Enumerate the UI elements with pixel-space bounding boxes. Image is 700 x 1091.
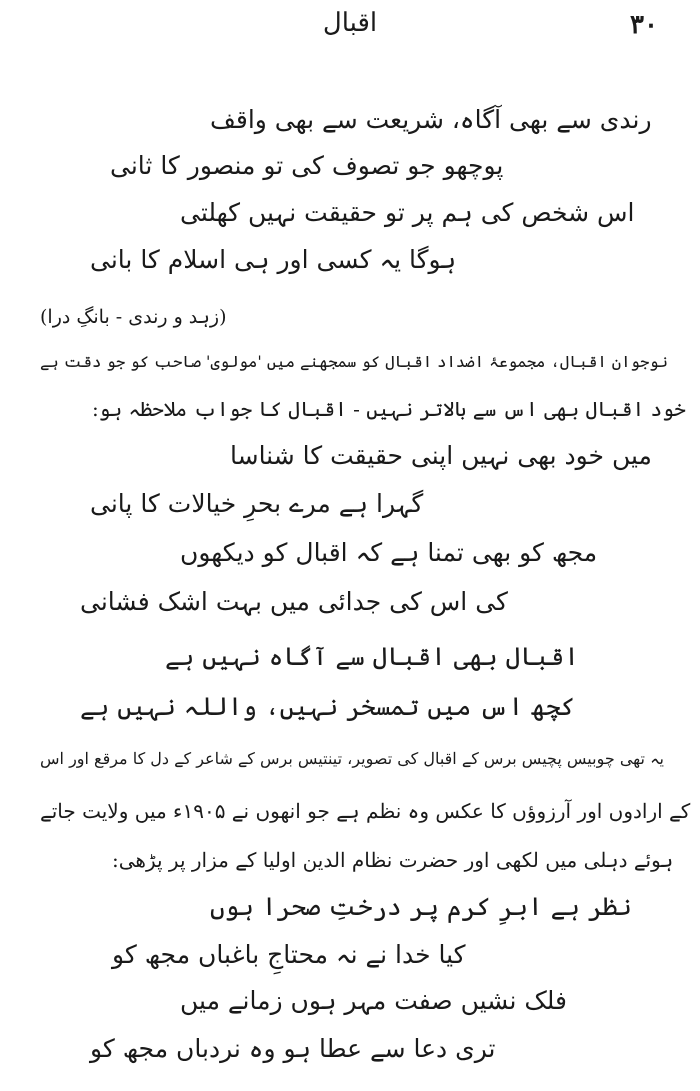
poem3-line-4: تری دعا سے عطا ہو وہ نردباں مجھ کو xyxy=(90,1034,496,1063)
page-number: ۳۰ xyxy=(630,10,658,40)
poem3-line-3: فلک نشیں صفت مہر ہوں زمانے میں xyxy=(180,986,567,1015)
prose1-line-1: نوجوان اقبال، مجموعۂ اضداد اقبال کو سمجھنے میں 'مولوی' صاحب کو جو دقت ہے xyxy=(40,352,669,371)
prose1-line-2: خود اقبال بھی اس سے بالاتر نہیں - اقبال کا جواب ملاحظہ ہو: xyxy=(92,397,686,421)
poem2-line-2: گہرا ہے مرے بحرِ خیالات کا پانی xyxy=(90,489,424,518)
poem2-line-6: کچھ اس میں تمسخر نہیں، واللہ نہیں ہے xyxy=(80,692,576,721)
running-header-title: اقبال xyxy=(322,8,378,38)
poem-reference: (زہد و رندی - بانگِ درا) xyxy=(40,306,227,328)
poem2-line-5: اقبال بھی اقبال سے آگاہ نہیں ہے xyxy=(165,642,579,671)
prose2-line-3: ہوئے دہلی میں لکھی اور حضرت نظام الدین اولیا کے مزار پر پڑھی: xyxy=(112,848,674,872)
poem1-line-1: رندی سے بھی آگاہ، شریعت سے بھی واقف xyxy=(210,105,652,134)
poem1-line-4: ہوگا یہ کسی اور ہی اسلام کا بانی xyxy=(90,245,457,274)
poem3-line-2: کیا خدا نے نہ محتاجِ باغباں مجھ کو xyxy=(112,940,466,969)
poem3-line-1: نظر ہے ابرِ کرم پر درختِ صحرا ہوں xyxy=(210,892,632,921)
prose2-line-1: یہ تھی چوبیس پچیس برس کے اقبال کی تصویر، تینتیس برس کے شاعر کے دل کا مرقع اور اس xyxy=(40,749,664,768)
poem2-line-3: مجھ کو بھی تمنا ہے کہ اقبال کو دیکھوں xyxy=(180,538,598,567)
poem2-line-4: کی اس کی جدائی میں بہت اشک فشانی xyxy=(80,587,508,616)
poem1-line-3: اس شخص کی ہم پر تو حقیقت نہیں کھلتی xyxy=(180,198,635,227)
prose2-line-2: کے ارادوں اور آرزوؤں کا عکس وہ نظم ہے جو انھوں نے ۱۹۰۵ء میں ولایت جاتے xyxy=(40,799,691,823)
poem2-line-1: میں خود بھی نہیں اپنی حقیقت کا شناسا xyxy=(230,441,652,470)
poem1-line-2: پوچھو جو تصوف کی تو منصور کا ثانی xyxy=(110,151,504,180)
